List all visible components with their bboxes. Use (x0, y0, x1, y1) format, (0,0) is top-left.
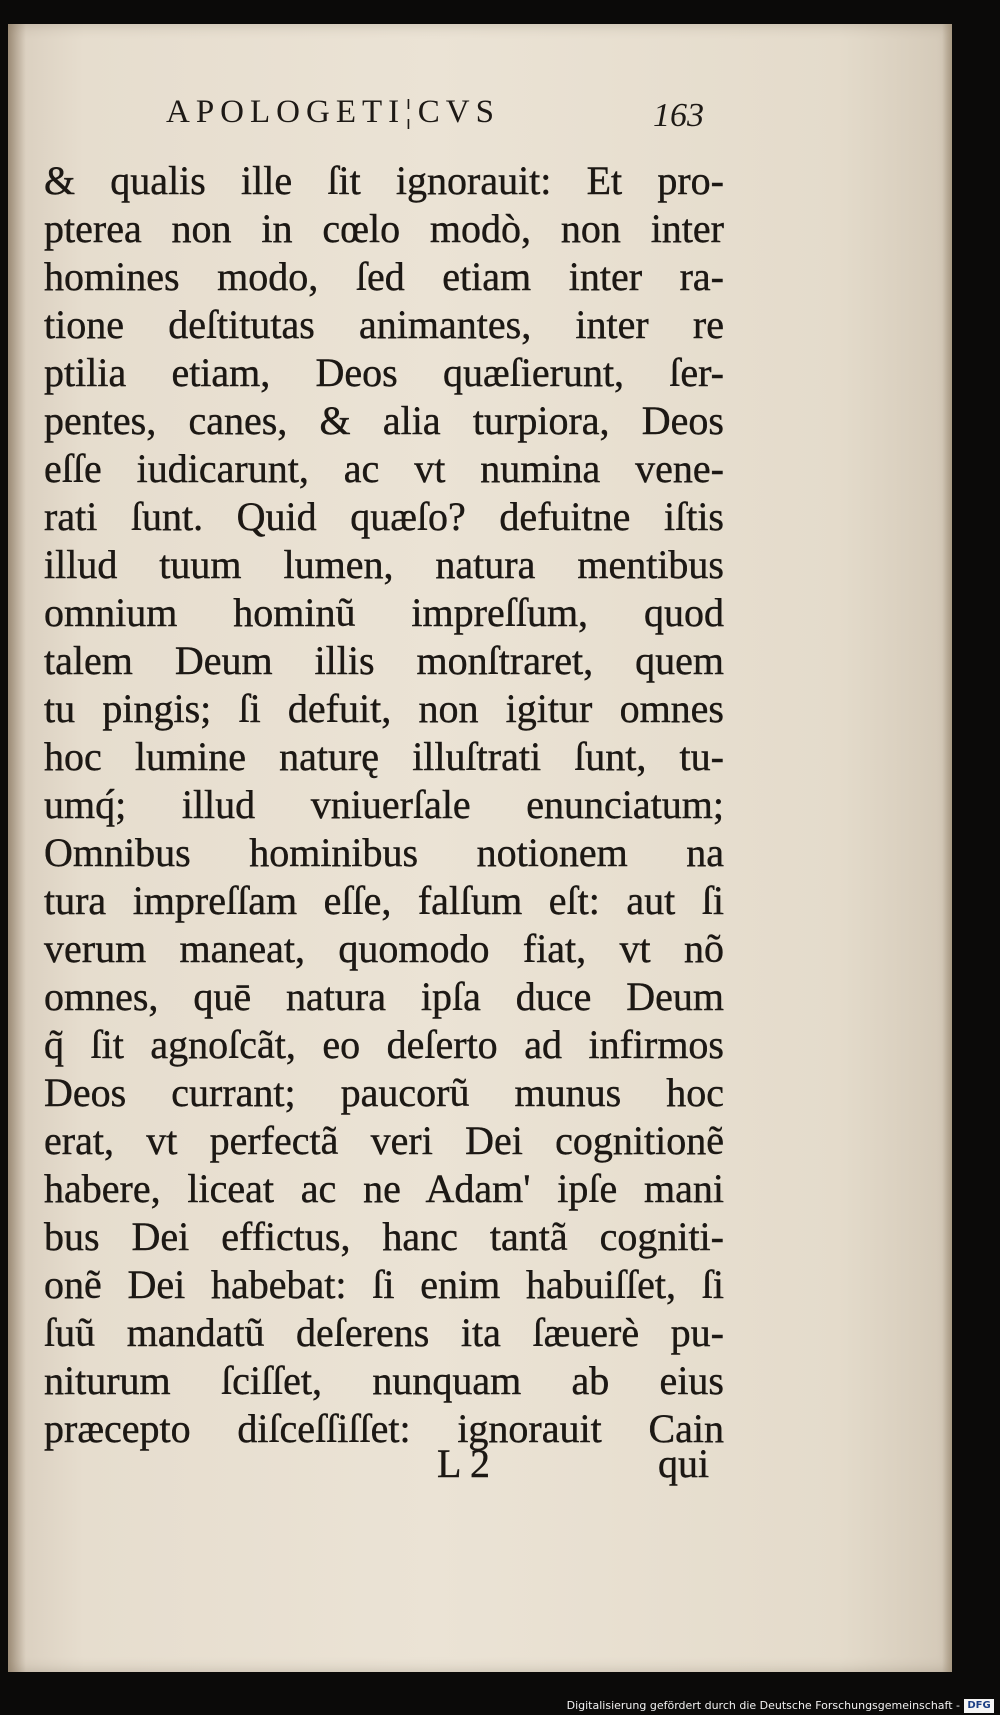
text-line: pterea non in cœlo modò, non inter (44, 206, 724, 251)
body-text (44, 157, 724, 1453)
text-line: rati ſunt. Quid quæſo? defuitne iſtis (44, 494, 724, 539)
text-line: omnes, quē natura ipſa duce Deum (44, 974, 724, 1019)
text-line: ptilia etiam, Deos quæſierunt, ſer- (44, 350, 724, 395)
book-page (8, 24, 952, 1672)
digitization-credit: Digitalisierung gefördert durch die Deutsche Forschungsgemeinschaft - (566, 1699, 960, 1712)
page-gutter-shadow (8, 24, 26, 1672)
text-line: pentes, canes, & alia turpiora, Deos (44, 398, 724, 443)
page-edge-shadow (942, 24, 952, 1672)
text-line: onẽ Dei habebat: ſi enim habuiſſet, ſi (44, 1262, 724, 1307)
dfg-logo: DFG (964, 1699, 994, 1713)
text-line: tione deſtitutas animantes, inter re (44, 302, 724, 347)
text-line: omnium hominũ impreſſum, quod (44, 590, 724, 635)
text-line: erat, vt perfectã veri Dei cognitionẽ (44, 1118, 724, 1163)
text-line: verum maneat, quomodo fiat, vt nõ (44, 926, 724, 971)
text-line: eſſe iudicarunt, ac vt numina vene- (44, 446, 724, 491)
text-line: illud tuum lumen, natura mentibus (44, 542, 724, 587)
text-line: Omnibus hominibus notionem na (44, 830, 724, 875)
signature-mark: L 2 (437, 1441, 490, 1486)
text-line: bus Dei effictus, hanc tantã cogniti- (44, 1214, 724, 1259)
text-line: Deos currant; paucorũ munus hoc (44, 1070, 724, 1115)
catchword: qui (658, 1441, 710, 1486)
text-line: & qualis ille ſit ignorauit: Et pro- (44, 158, 724, 203)
text-line: ſuũ mandatũ deſerens ita ſæuerè pu- (44, 1310, 724, 1355)
text-line: homines modo, ſed etiam inter ra- (44, 254, 724, 299)
text-line: q̃ ſit agnoſcãt, eo deſerto ad infirmos (44, 1022, 724, 1067)
text-line: habere, liceat ac ne Adam' ipſe mani (44, 1166, 724, 1211)
text-line: tura impreſſam eſſe, falſum eſt: aut ſi (44, 878, 724, 923)
text-line: niturum ſciſſet, nunquam ab eius (44, 1358, 724, 1403)
page-header (8, 94, 952, 144)
text-line: umq́; illud vniuerſale enunciatum; (44, 782, 724, 827)
text-line: talem Deum illis monſtraret, quem (44, 638, 724, 683)
text-line: præcepto diſceſſiſſet: ignorauit Cain (44, 1406, 724, 1451)
page-number: 163 (653, 97, 704, 134)
page-footer (8, 1440, 952, 1496)
text-line: tu pingis; ſi defuit, non igitur omnes (44, 686, 724, 731)
text-line: hoc lumine naturę illuſtrati ſunt, tu- (44, 734, 724, 779)
running-title: APOLOGETI¦CVS (166, 94, 500, 130)
